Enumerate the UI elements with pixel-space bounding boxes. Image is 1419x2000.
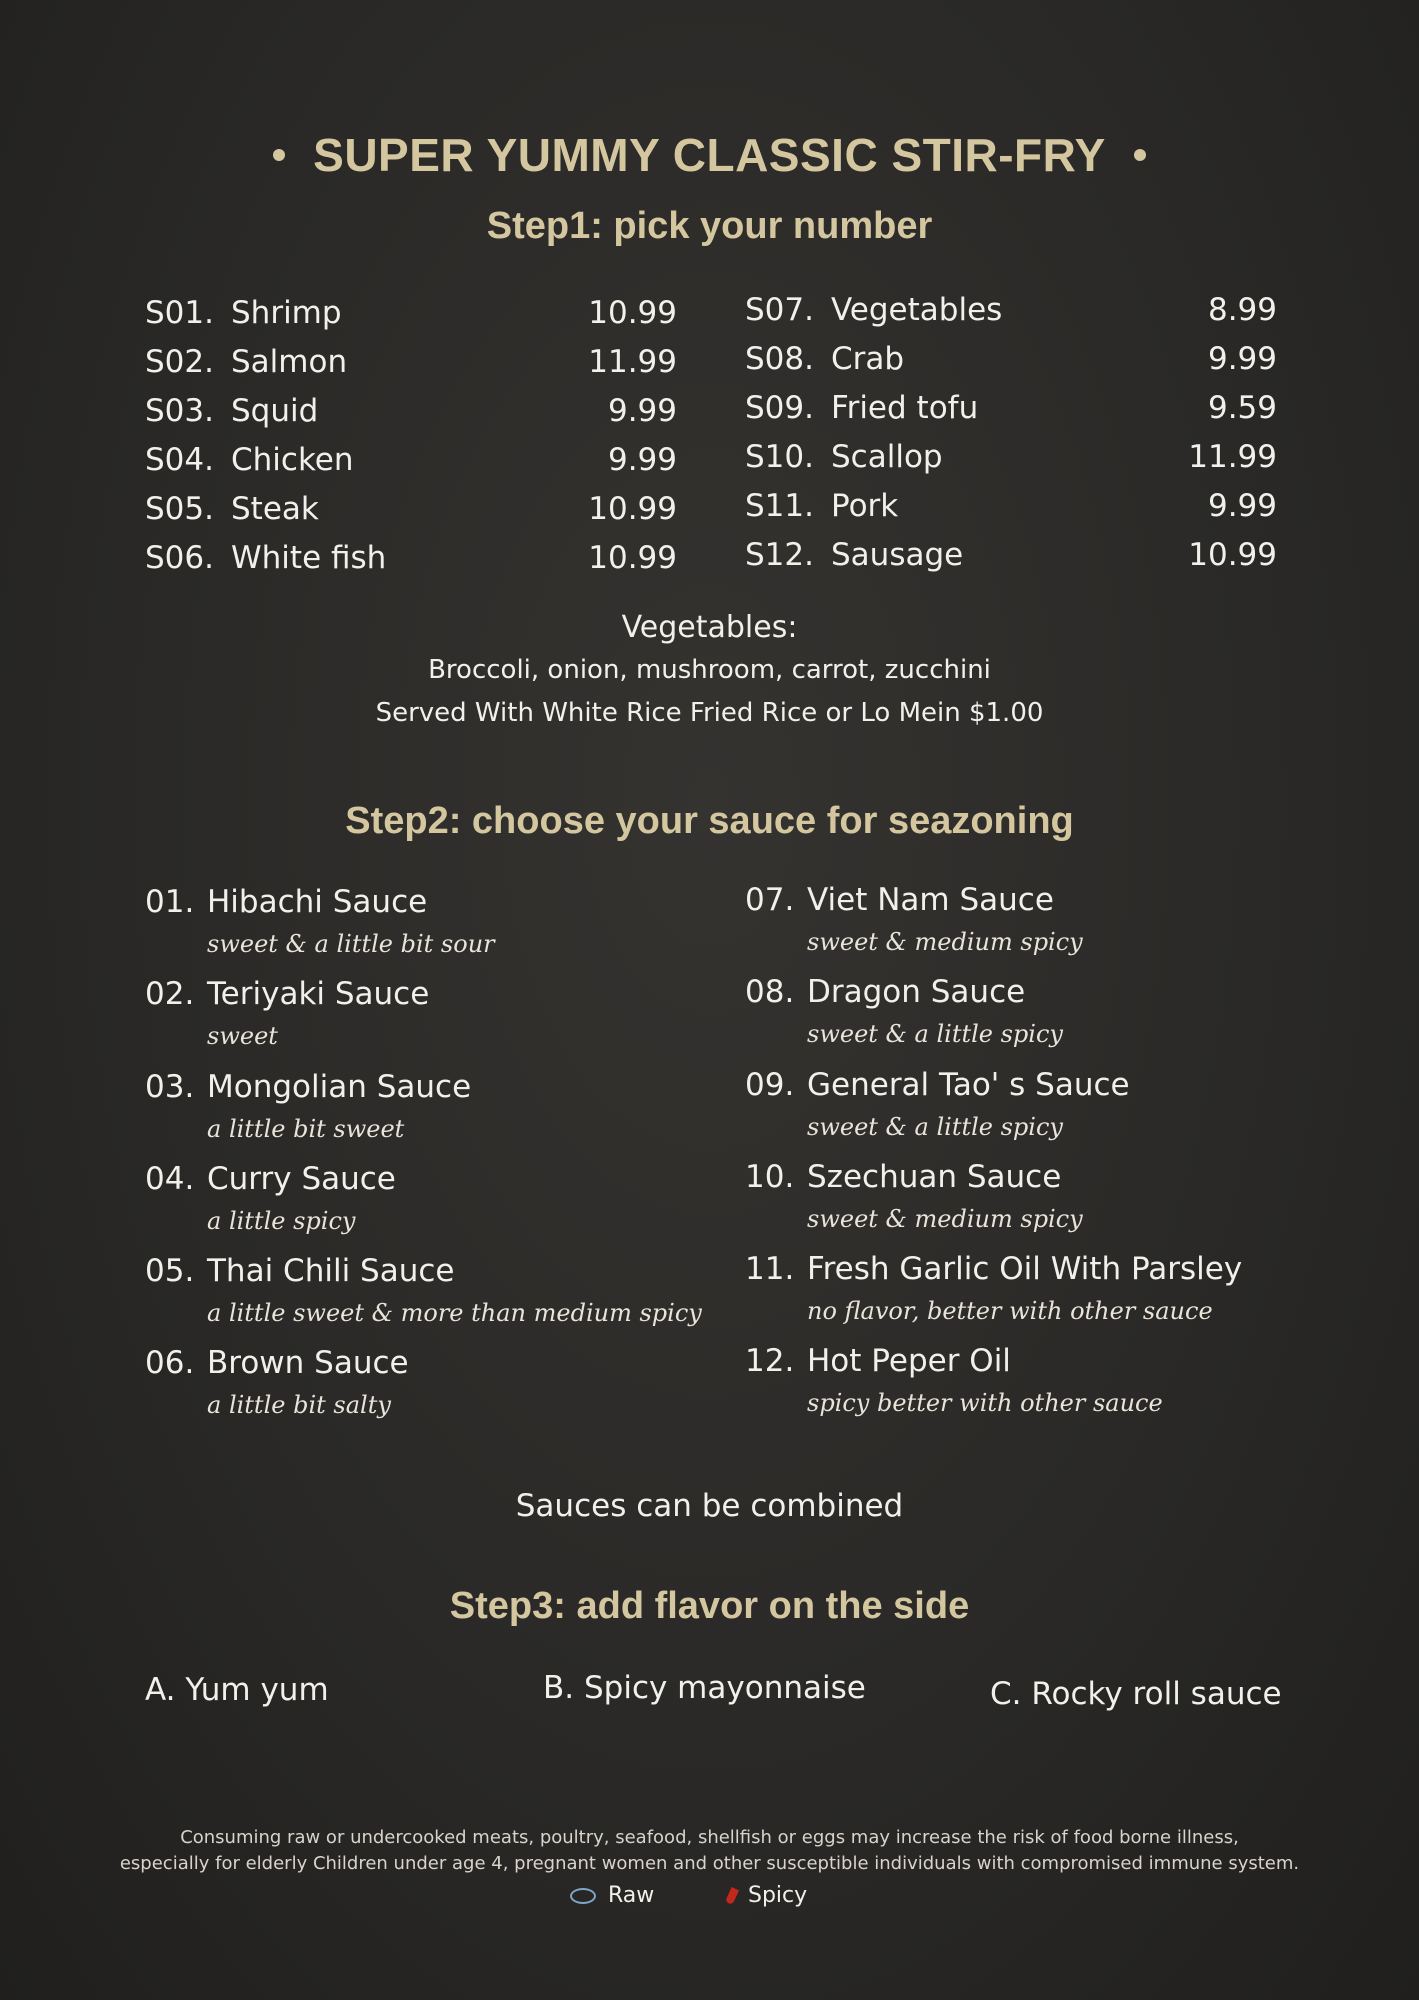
chili-pepper-icon (725, 1887, 739, 1905)
sauce-number: 10. (745, 1159, 795, 1195)
item-code: S01. (145, 295, 214, 331)
sauce-item (745, 1251, 1277, 1343)
sauce-name: Fresh Garlic Oil With Parsley (807, 1251, 1243, 1287)
item-name: Sausage (831, 537, 964, 573)
food-warning-line2: especially for elderly Children under age 4, pregnant women and other susceptible individuals with compromised immune system. (119, 1853, 1300, 1874)
item-code: S07. (745, 292, 814, 328)
item-name: White fish (231, 540, 387, 576)
item-code: S02. (145, 344, 214, 380)
item-price: 10.99 (588, 295, 677, 331)
sauce-description: sweet (207, 1022, 278, 1050)
item-name: Salmon (231, 344, 348, 380)
item-name: Pork (831, 488, 899, 524)
sauce-number: 03. (145, 1069, 195, 1105)
sauce-description: sweet & a little spicy (807, 1113, 1063, 1141)
sauce-name: Viet Nam Sauce (807, 882, 1054, 918)
sauce-name: Mongolian Sauce (207, 1069, 472, 1105)
sauce-name: Teriyaki Sauce (207, 976, 430, 1012)
sauce-item (145, 976, 677, 1068)
menu-item (145, 538, 677, 578)
item-code: S06. (145, 540, 214, 576)
food-warning-line1: Consuming raw or undercooked meats, poultry, seafood, shellfish or eggs may increase the risk of food borne illness, (180, 1827, 1239, 1848)
item-code: S08. (745, 341, 814, 377)
menu-item (145, 489, 677, 529)
sauce-name: Thai Chili Sauce (207, 1253, 455, 1289)
item-name: Scallop (831, 439, 943, 475)
sauce-item (745, 1343, 1277, 1435)
side-option-b: B. Spicy mayonnaise (543, 1670, 866, 1706)
item-name: Crab (831, 341, 905, 377)
sauce-item (145, 884, 677, 976)
item-price: 9.99 (607, 442, 677, 478)
sauce-description: a little bit sweet (207, 1115, 405, 1143)
item-code: S11. (745, 488, 814, 524)
sauce-number: 09. (745, 1067, 795, 1103)
item-name: Shrimp (231, 295, 342, 331)
sauce-item (145, 1345, 677, 1437)
sauce-number: 02. (145, 976, 195, 1012)
sauce-description: sweet & a little spicy (807, 1020, 1063, 1048)
item-code: S10. (745, 439, 814, 475)
sauce-number: 05. (145, 1253, 195, 1289)
item-code: S05. (145, 491, 214, 527)
menu-item (745, 486, 1277, 526)
item-code: S04. (145, 442, 214, 478)
sauce-description: no flavor, better with other sauce (807, 1297, 1213, 1325)
side-option-c: C. Rocky roll sauce (990, 1676, 1282, 1712)
item-name: Fried tofu (831, 390, 979, 426)
side-option-a: A. Yum yum (145, 1672, 329, 1708)
item-price: 10.99 (588, 491, 677, 527)
item-name: Squid (231, 393, 319, 429)
served-with-note: Served With White Rice Fried Rice or Lo Mein $1.00 (375, 698, 1044, 728)
sauce-name: Szechuan Sauce (807, 1159, 1062, 1195)
menu-item (745, 339, 1277, 379)
sauce-description: a little bit salty (207, 1391, 391, 1419)
sauce-description: sweet & medium spicy (807, 928, 1083, 956)
item-code: S09. (745, 390, 814, 426)
menu-item (745, 437, 1277, 477)
sauce-name: General Tao' s Sauce (807, 1067, 1130, 1103)
legend-spicy-label: Spicy (748, 1883, 808, 1908)
step2-heading: Step2: choose your sauce for seazoning (345, 800, 1074, 842)
item-price: 9.99 (1207, 488, 1277, 524)
bullet-dot-right (1134, 149, 1146, 161)
item-name: Vegetables (831, 292, 1003, 328)
fish-icon (570, 1888, 596, 1904)
item-price: 11.99 (588, 344, 677, 380)
sauce-item (745, 1067, 1277, 1159)
sauce-item (145, 1069, 677, 1161)
legend-raw (570, 1883, 654, 1908)
vegetables-heading: Vegetables: (621, 610, 798, 645)
menu-item (745, 290, 1277, 330)
bullet-dot-left (273, 149, 285, 161)
sauce-description: a little sweet & more than medium spicy (207, 1299, 702, 1327)
menu-title (0, 128, 1419, 182)
sauce-number: 12. (745, 1343, 795, 1379)
sauce-description: sweet & a little bit sour (207, 930, 495, 958)
sauce-number: 06. (145, 1345, 195, 1381)
legend-spicy (728, 1883, 807, 1908)
sauce-number: 08. (745, 974, 795, 1010)
menu-item (145, 293, 677, 333)
vegetables-list: Broccoli, onion, mushroom, carrot, zucchini (428, 655, 991, 685)
sauce-item (745, 974, 1277, 1066)
item-price: 9.99 (1207, 341, 1277, 377)
item-code: S12. (745, 537, 814, 573)
menu-item (145, 391, 677, 431)
sauce-name: Brown Sauce (207, 1345, 409, 1381)
item-code: S03. (145, 393, 214, 429)
item-price: 9.99 (607, 393, 677, 429)
sauce-number: 07. (745, 882, 795, 918)
sauce-name: Dragon Sauce (807, 974, 1026, 1010)
sauce-name: Hot Peper Oil (807, 1343, 1011, 1379)
item-name: Chicken (231, 442, 354, 478)
sauce-description: spicy better with other sauce (807, 1389, 1163, 1417)
item-price: 10.99 (1188, 537, 1277, 573)
sauce-name: Hibachi Sauce (207, 884, 428, 920)
sauce-item (145, 1253, 702, 1345)
item-price: 9.59 (1207, 390, 1277, 426)
sauce-item (745, 1159, 1277, 1251)
menu-item (145, 342, 677, 382)
item-price: 10.99 (588, 540, 677, 576)
menu-title-text: SUPER YUMMY CLASSIC STIR-FRY (313, 129, 1106, 181)
sauce-name: Curry Sauce (207, 1161, 396, 1197)
item-price: 11.99 (1188, 439, 1277, 475)
menu-item (745, 535, 1277, 575)
sauce-number: 01. (145, 884, 195, 920)
menu-item (745, 388, 1277, 428)
step3-heading: Step3: add flavor on the side (449, 1585, 970, 1627)
sauces-combined-note: Sauces can be combined (515, 1488, 904, 1524)
sauce-description: a little spicy (207, 1207, 356, 1235)
item-name: Steak (231, 491, 319, 527)
sauce-item (145, 1161, 677, 1253)
sauce-number: 11. (745, 1251, 795, 1287)
step1-heading: Step1: pick your number (486, 205, 933, 247)
sauce-item (745, 882, 1277, 974)
sauce-number: 04. (145, 1161, 195, 1197)
legend-raw-label: Raw (608, 1883, 655, 1908)
item-price: 8.99 (1207, 292, 1277, 328)
menu-item (145, 440, 677, 480)
sauce-description: sweet & medium spicy (807, 1205, 1083, 1233)
